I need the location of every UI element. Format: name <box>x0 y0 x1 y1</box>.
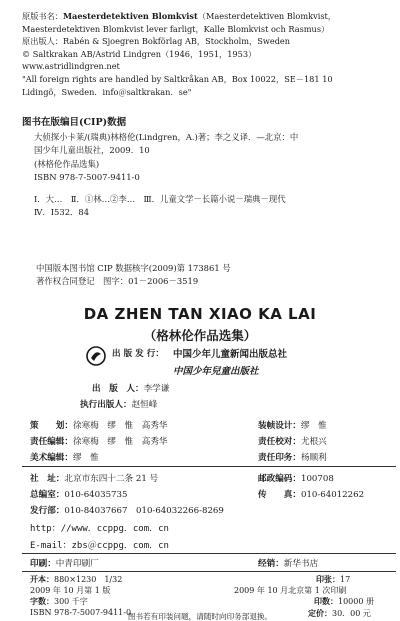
publisher-distributor-label: 出 版 发 行： <box>112 349 164 359</box>
rights-line-2: Lidingö，Sweden．info＠saltkrakan．se" <box>22 86 192 97</box>
credit-design: 装帧设计：缪 惟 <box>258 421 327 431</box>
credit-art-editor: 美术编辑：缪 惟 <box>30 453 99 463</box>
sheets: 印张：17 <box>316 574 351 584</box>
copyright-line: © Saltkrakan AB/Astrid Lindgren（1946，1951，1953） <box>22 48 257 59</box>
cip-line: 大侦探小卡莱/(瑞典)林格伦(Lindgren，A.)著；李之义译．—北京：中 <box>34 132 299 142</box>
credit-planning: 策 划：徐寒梅 缪 惟 高秀华 <box>30 421 168 431</box>
credit-editor: 责任编辑：徐寒梅 缪 惟 高秀华 <box>30 437 168 447</box>
price: 定价：30．00 元 <box>308 608 371 618</box>
original-title-line-2: Maesterdetektiven Blomkvist lever farligt，Kalle Blomkvist och Rasmus） <box>22 23 330 34</box>
format: 开本：880×1230 1/32 <box>30 574 123 584</box>
publisher-name-main: 中国少年儿童新闻出版总社 <box>173 349 288 360</box>
cip-record <box>22 131 390 219</box>
print-run: 印数：10000 册 <box>314 596 374 606</box>
cip-heading: 图书在版编目(CIP)数据 <box>22 117 127 128</box>
original-publisher-line: 原出版人：Rabén & Sjoegren Bokförlag AB，Stockholm，Sweden <box>22 36 291 47</box>
zip-code: 邮政编码：100708 <box>258 474 334 484</box>
publisher-logo-icon <box>85 345 107 367</box>
address: 社 址：北京市东四十二条 21 号 <box>30 474 159 484</box>
return-notice: 图书若有印装问题，请随时向印务部退换。 <box>127 612 273 621</box>
fax: 传 真：010-64012262 <box>258 490 365 500</box>
website-link[interactable]: http：//www．ccppg．com．cn <box>30 524 169 534</box>
executive-publisher: 执行出版人：赵恒峰 <box>80 400 158 410</box>
cip-class-line: Ⅰ．大… Ⅱ．①林…②李… Ⅲ．儿童文学－长篇小说－瑞典－现代 <box>34 193 286 204</box>
original-edition-block <box>22 10 390 98</box>
website-line: www.astridlindgren.net <box>22 61 120 72</box>
credit-proofreading: 责任校对：尤根兴 <box>258 437 327 447</box>
distributor: 经销：新华书店 <box>258 559 319 569</box>
cip-class-line: Ⅳ．I532．84 <box>34 207 90 218</box>
impression: 2009 年 10 月北京第 1 次印刷 <box>234 586 347 595</box>
credit-print-manager: 责任印务：杨顺利 <box>258 453 327 463</box>
publisher-person: 出 版 人：李学谦 <box>92 384 170 394</box>
word-count: 字数：300 千字 <box>30 596 88 606</box>
sales-phone: 发行部：010-84037667 010-64032266-8269 <box>30 506 224 516</box>
copyright-registration: 著作权合同登记 图字：01－2006－3519 <box>36 276 199 287</box>
printer: 印刷：中青印刷厂 <box>30 559 99 569</box>
publisher-name-calligraphy: 中国少年兒童出版社 <box>173 366 259 377</box>
isbn: ISBN 978-7-5007-9411-0 <box>30 608 132 617</box>
edition: 2009 年 10 月第 1 版 <box>30 586 111 595</box>
rights-line: "All foreign rights are handled by Saltkråkan AB，Box 10022，SE－181 10 <box>22 73 333 84</box>
cip-line: 国少年儿童出版社，2009．10 <box>34 145 150 156</box>
divider <box>22 571 396 572</box>
divider <box>22 466 396 467</box>
cip-number: 中国版本图书馆 CIP 数据核字(2009)第 173861 号 <box>36 263 231 273</box>
editorial-office-phone: 总编室：010-64035735 <box>30 490 128 500</box>
original-title-line: 原版书名：Maesterdetektiven Blomkvist（Maesterdetektiven Blomkvist， <box>22 11 336 21</box>
pinyin-title: DA ZHEN TAN XIAO KA LAI <box>83 305 317 323</box>
cip-isbn: ISBN 978-7-5007-9411-0 <box>34 172 140 183</box>
divider <box>22 553 396 554</box>
cip-line: (林格伦作品选集) <box>34 158 100 169</box>
email-link[interactable]: E-mail：zbs＠ccppg．com．cn <box>30 541 169 551</box>
cip-number-block <box>36 262 231 289</box>
series-title: （格林伦作品选集） <box>143 328 257 343</box>
